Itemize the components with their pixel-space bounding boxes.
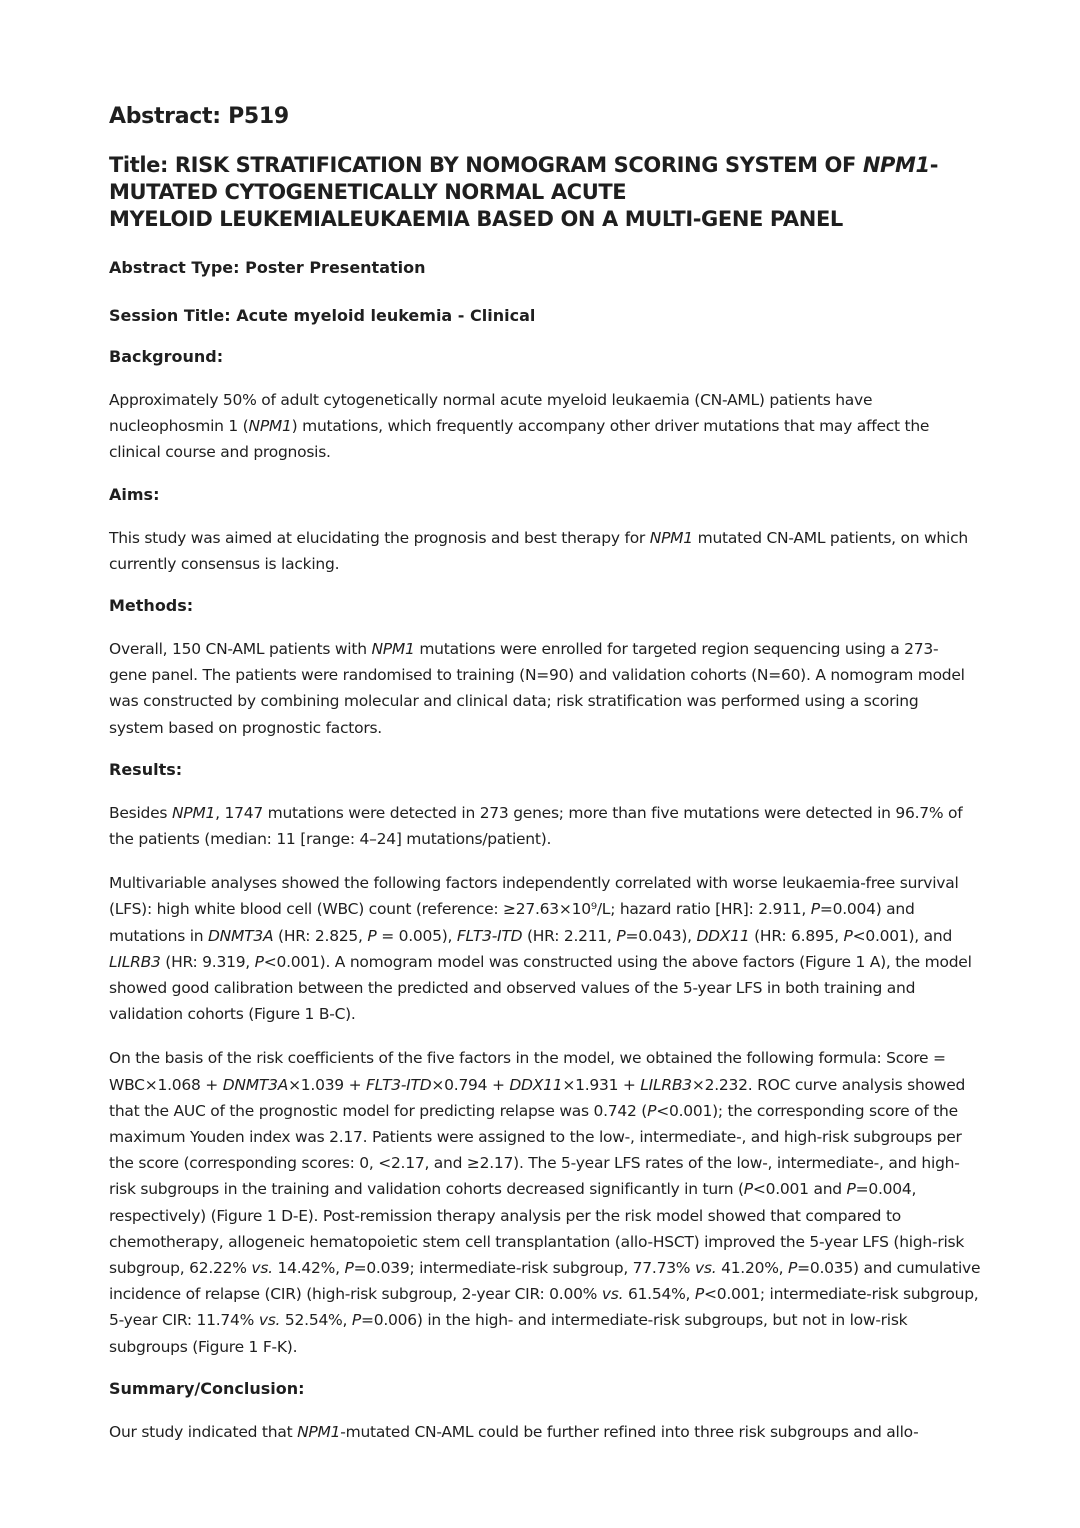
- results-line: showed good calibration between the predicted and observed values of the 5-year LFS in both training and: [109, 979, 916, 998]
- results-line: (LFS): high white blood cell (WBC) count (reference: ≥27.63×10⁹/L; hazard ratio [HR]: 2.911, P=0.004) and: [109, 900, 915, 919]
- background-heading: Background:: [109, 347, 224, 366]
- abstract-title: [109, 152, 975, 233]
- results-line: risk subgroups in the training and validation cohorts decreased significantly in turn (P<0.001 and P=0.004,: [109, 1180, 917, 1199]
- background-line: nucleophosmin 1 (NPM1) mutations, which frequently accompany other driver mutations that may affect the: [109, 417, 930, 436]
- results-paragraph-1: [109, 800, 975, 852]
- methods-line: gene panel. The patients were randomised to training (N=90) and validation cohorts (N=60). A nomogram model: [109, 666, 965, 685]
- results-line: WBC×1.068 + DNMT3A×1.039 + FLT3-ITD×0.794 + DDX11×1.931 + LILRB3×2.232. ROC curve analysis showed: [109, 1075, 966, 1094]
- results-line: subgroups (Figure 1 F-K).: [109, 1337, 298, 1356]
- title-line-3: MYELOID LEUKEMIALEUKAEMIA BASED ON A MULTI-GENE PANEL: [109, 207, 843, 231]
- results-line: maximum Youden index was 2.17. Patients were assigned to the low-, intermediate-, and high-risk subgroups per: [109, 1128, 962, 1147]
- results-line: the score (corresponding scores: 0, <2.17, and ≥2.17). The 5-year LFS rates of the low-, intermediate-, and high-: [109, 1154, 960, 1173]
- aims-heading: Aims:: [109, 484, 160, 504]
- summary-paragraph: [109, 1419, 975, 1445]
- methods-paragraph: [109, 636, 975, 741]
- results-line: incidence of relapse (CIR) (high-risk subgroup, 2-year CIR: 0.00% vs. 61.54%, P<0.001; intermediate-risk subgroup,: [109, 1285, 979, 1304]
- aims-line: This study was aimed at elucidating the prognosis and best therapy for NPM1 mutated CN-AML patients, on which: [109, 528, 968, 547]
- results-line: that the AUC of the prognostic model for predicting relapse was 0.742 (P<0.001); the corresponding score of the: [109, 1101, 958, 1120]
- aims-paragraph: [109, 525, 975, 577]
- results-line: chemotherapy, allogeneic hematopoietic stem cell transplantation (allo-HSCT) improved the 5-year LFS (high-risk: [109, 1232, 965, 1251]
- abstract-type: Abstract Type: Poster Presentation: [109, 258, 426, 277]
- results-line: Multivariable analyses showed the following factors independently correlated with worse leukaemia-free survival: [109, 874, 959, 893]
- results-heading: Results:: [109, 759, 183, 779]
- results-line: subgroup, 62.22% vs. 14.42%, P=0.039; intermediate-risk subgroup, 77.73% vs. 41.20%, P=0.035) and cumulative: [109, 1259, 981, 1278]
- results-line: mutations in DNMT3A (HR: 2.825, P = 0.005), FLT3-ITD (HR: 2.211, P=0.043), DDX11 (HR: 6.895, P<0.001), and: [109, 926, 953, 945]
- methods-line: was constructed by combining molecular and clinical data; risk stratification was performed using a scoring: [109, 692, 919, 711]
- methods-line: system based on prognostic factors.: [109, 718, 382, 737]
- summary-heading: Summary/Conclusion:: [109, 1378, 305, 1398]
- background-line: clinical course and prognosis.: [109, 443, 331, 462]
- results-line: respectively) (Figure 1 D-E). Post-remission therapy analysis per the risk model showed that compared to: [109, 1206, 902, 1225]
- methods-heading: Methods:: [109, 596, 194, 616]
- results-line: LILRB3 (HR: 9.319, P<0.001). A nomogram model was constructed using the above factors (Figure 1 A), the model: [109, 952, 972, 971]
- title-line-2: MUTATED CYTOGENETICALLY NORMAL ACUTE: [109, 180, 627, 204]
- background-paragraph: [109, 387, 975, 466]
- results-line: Besides NPM1, 1747 mutations were detected in 273 genes; more than five mutations were detected in 96.7% of: [109, 803, 963, 822]
- background-line: Approximately 50% of adult cytogenetically normal acute myeloid leukaemia (CN-AML) patients have: [109, 391, 873, 409]
- results-line: 5-year CIR: 11.74% vs. 52.54%, P=0.006) in the high- and intermediate-risk subgroups, but not in low-risk: [109, 1311, 908, 1330]
- results-line: validation cohorts (Figure 1 B-C).: [109, 1005, 356, 1024]
- aims-line: currently consensus is lacking.: [109, 554, 340, 573]
- session-title: Session Title: Acute myeloid leukemia - Clinical: [109, 306, 536, 325]
- results-paragraph-2: [109, 870, 975, 1027]
- methods-line: Overall, 150 CN-AML patients with NPM1 mutations were enrolled for targeted region sequencing using a 273-: [109, 640, 939, 659]
- abstract-number: Abstract: P519: [109, 104, 289, 129]
- title-line-1: Title: RISK STRATIFICATION BY NOMOGRAM SCORING SYSTEM OF NPM1-: [109, 153, 939, 177]
- results-paragraph-3: [109, 1045, 981, 1359]
- summary-line: Our study indicated that NPM1-mutated CN-AML could be further refined into three risk subgroups and allo-: [109, 1422, 919, 1441]
- abstract-page: [109, 100, 981, 1445]
- results-line: the patients (median: 11 [range: 4–24] mutations/patient).: [109, 830, 552, 849]
- results-line: On the basis of the risk coefficients of the five factors in the model, we obtained the following formula: Score =: [109, 1049, 946, 1068]
